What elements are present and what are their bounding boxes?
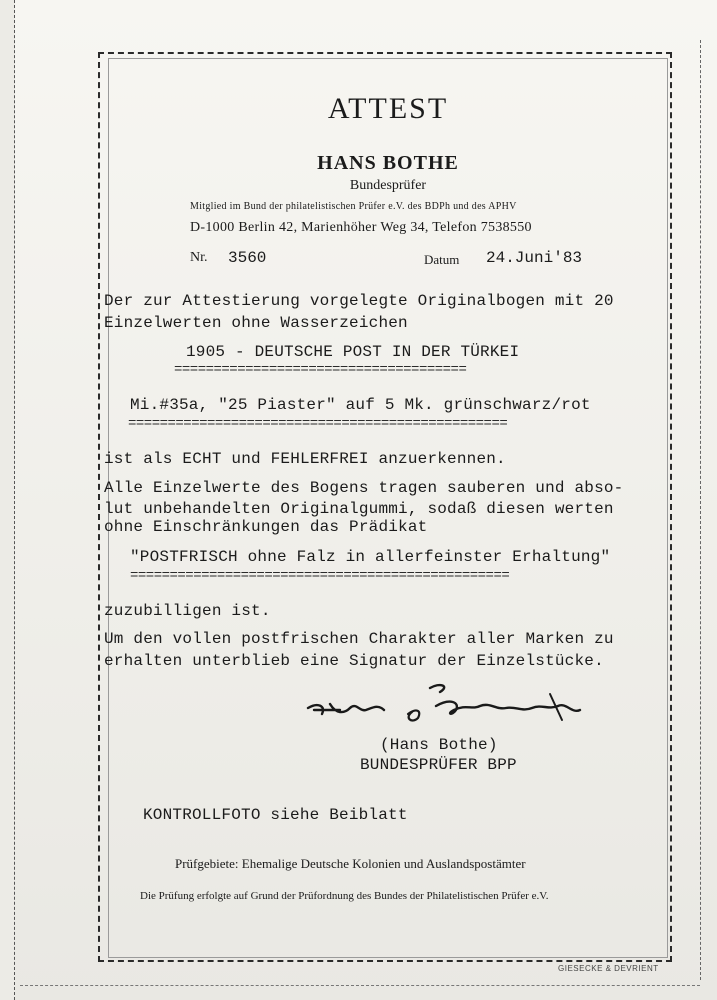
date-label: Datum [424,252,460,267]
date-value: 24.Juni'83 [486,249,583,267]
intro-line-2: Einzelwerten ohne Wasserzeichen [104,314,408,332]
detail-line-2: lut unbehandelten Originalgummi, sodaß diesen werten [104,500,614,518]
issue-underline: ===================================== [174,362,467,378]
grade-underline: ================================================ [130,568,510,584]
examiner-role: Bundesprüfer [349,178,427,193]
detail-line-3: ohne Einschränkungen das Prädikat [104,518,428,536]
certificate-title: ATTEST [327,92,449,125]
control-photo-note: KONTROLLFOTO siehe Beiblatt [143,806,408,824]
signatory-title: BUNDESPRÜFER BPP [360,756,517,774]
address-line: D-1000 Berlin 42, Marienhöher Weg 34, Telefon 7538550 [190,220,532,235]
note-line-2: erhalten unterblieb eine Signatur der Einzelstücke. [104,652,604,670]
number-value: 3560 [228,249,267,267]
grant-line: zuzubilligen ist. [104,602,271,620]
grade-line: "POSTFRISCH ohne Falz in allerfeinster Erhaltung" [130,548,611,566]
membership-line: Mitglied im Bund der philatelistischen Prüfer e.V. des BDPh und des APHV [190,201,517,212]
issue-heading: 1905 - DEUTSCHE POST IN DER TÜRKEI [186,343,520,361]
perforated-left-edge [0,0,15,1000]
printer-mark: GIESECKE & DEVRIENT [558,964,659,973]
verdict-line: ist als ECHT und FEHLERFREI anzuerkennen. [104,450,506,468]
examination-areas: Prüfgebiete: Ehemalige Deutsche Kolonien und Auslandspostämter [175,856,526,871]
examiner-name: HANS BOTHE [317,152,459,174]
note-line-1: Um den vollen postfrischen Charakter aller Marken zu [104,630,614,648]
signatory-name: (Hans Bothe) [380,736,498,754]
regulation-note: Die Prüfung erfolgte auf Grund der Prüfordnung des Bundes der Philatelistischen Prüfer e.V. [140,890,549,902]
outer-dashed-border-right [700,40,701,980]
handwritten-signature [300,680,600,740]
outer-dashed-border-bottom [20,985,700,986]
stamp-description: Mi.#35a, "25 Piaster" auf 5 Mk. grünschwarz/rot [130,396,591,414]
detail-line-1: Alle Einzelwerte des Bogens tragen sauberen und abso- [104,479,624,497]
intro-line-1: Der zur Attestierung vorgelegte Originalbogen mit 20 [104,292,614,310]
number-label: Nr. [190,250,208,265]
stamp-underline: ================================================ [128,416,508,432]
